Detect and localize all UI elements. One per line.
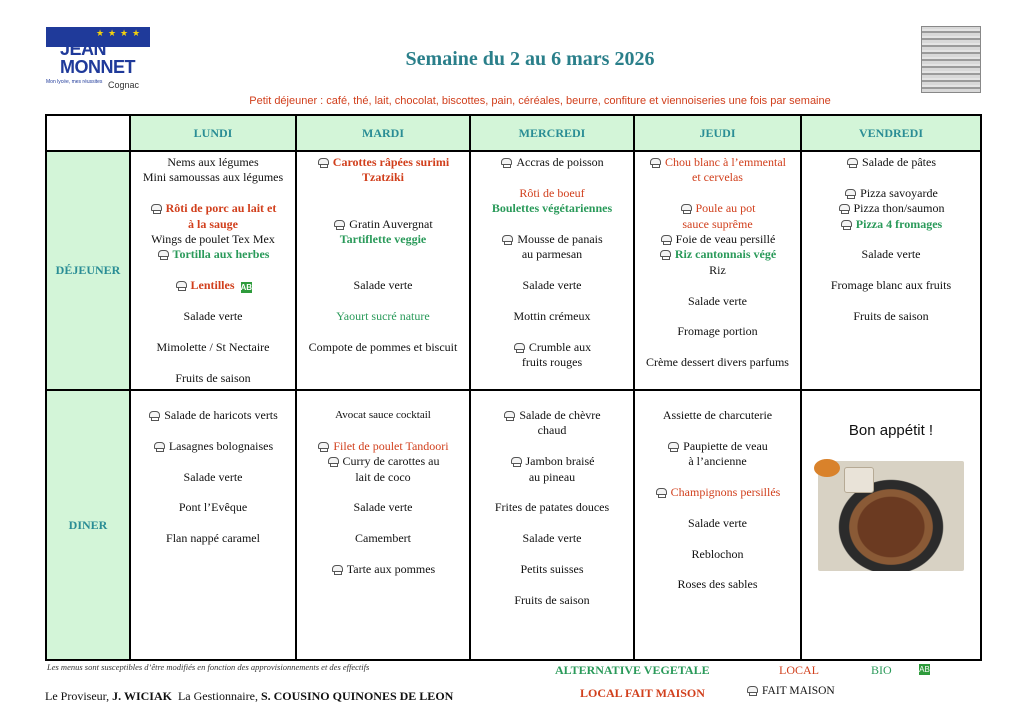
menu-item-label: Pizza 4 fromages — [855, 216, 943, 231]
menu-item-label: Jambon braisé — [525, 454, 595, 469]
chef-hat-icon — [846, 158, 858, 167]
menu-item-label: Frites de patates douces — [494, 500, 610, 515]
menu-item — [635, 485, 800, 500]
menu-item — [297, 217, 469, 232]
menu-item — [802, 278, 980, 293]
menu-item — [297, 408, 469, 423]
menu-item — [802, 201, 980, 216]
menu-item-label: Flan nappé caramel — [166, 531, 260, 546]
menu-item — [297, 500, 469, 515]
menu-item — [471, 355, 633, 370]
menu-item — [297, 155, 469, 170]
menu-item — [297, 562, 469, 577]
menu-item — [802, 309, 980, 324]
menu-item — [471, 454, 633, 469]
menu-item-label: Poule au pot — [695, 201, 756, 216]
chef-hat-icon — [680, 204, 692, 213]
chef-hat-icon — [153, 442, 165, 451]
gestionnaire-label: La Gestionnaire, — [177, 689, 258, 703]
menu-item — [131, 408, 295, 423]
menu-item-label: Roses des sables — [677, 577, 758, 592]
menu-item — [131, 439, 295, 454]
menu-cell — [470, 390, 634, 660]
menu-item — [131, 531, 295, 546]
menu-item-label: Salade de haricots verts — [164, 408, 278, 422]
menu-item — [802, 155, 980, 170]
menu-item-label: Crème dessert divers parfums — [646, 355, 789, 370]
menu-item-label: Pizza savoyarde — [860, 185, 938, 200]
chef-hat-icon — [746, 686, 758, 695]
menu-item — [635, 516, 800, 531]
chef-hat-icon — [667, 442, 679, 451]
menu-table — [45, 114, 980, 657]
legend-local-fait-maison: LOCAL FAIT MAISON — [580, 686, 705, 700]
breakfast-info: Petit déjeuner : café, thé, lait, chocolat, biscottes, pain, céréales, beurre, confiture et viennoiseries une fois par semaine — [249, 95, 831, 107]
menu-item — [635, 155, 800, 170]
menu-item — [297, 340, 469, 355]
menu-item-label: Salade verte — [353, 500, 413, 515]
chef-hat-icon — [659, 250, 671, 259]
menu-item-label: Lasagnes bolognaises — [168, 438, 274, 453]
menu-item — [297, 278, 469, 293]
dish-photo — [818, 461, 964, 571]
menu-item — [131, 309, 295, 324]
menu-item-label: Salade de chèvre — [519, 408, 601, 422]
chef-hat-icon — [148, 411, 160, 420]
menu-item — [471, 470, 633, 485]
menu-item — [471, 201, 633, 216]
menu-item-label: Tortilla aux herbes — [172, 247, 270, 262]
menu-item — [131, 371, 295, 386]
menu-item — [471, 340, 633, 355]
bio-label-icon: AB — [240, 283, 253, 293]
word-cloud-image — [921, 26, 981, 93]
menu-item-label: Salade verte — [522, 278, 582, 293]
menu-item-label: Pont l’Evêque — [178, 500, 248, 515]
menu-item — [471, 309, 633, 324]
menu-item — [297, 170, 469, 185]
menu-item-label: Wings de poulet Tex Mex — [151, 232, 275, 247]
row-label-dejeuner: DÉJEUNER — [46, 151, 130, 390]
menu-item — [131, 170, 295, 185]
menu-item — [131, 201, 295, 216]
menu-item — [131, 232, 295, 247]
menu-item-label: à l’ancienne — [688, 454, 747, 469]
menu-item — [635, 454, 800, 469]
menu-item — [635, 408, 800, 423]
menu-item — [471, 186, 633, 201]
menu-item-label: Salade verte — [688, 293, 747, 308]
menu-item-label: Chou blanc à l’emmental — [665, 155, 786, 169]
menu-item-label: Salade verte — [688, 515, 747, 530]
menu-item-label: Paupiette de veau — [683, 438, 768, 453]
corner-cell — [46, 115, 130, 151]
menu-cell — [634, 390, 801, 660]
friday-dinner-cell — [801, 390, 981, 660]
menu-item — [635, 201, 800, 216]
menu-item — [471, 155, 633, 170]
chef-hat-icon — [510, 457, 522, 466]
menu-item — [131, 500, 295, 515]
menu-item — [297, 232, 469, 247]
menu-item-label: Fruits de saison — [175, 370, 251, 385]
menu-cell — [470, 151, 634, 390]
menu-item — [471, 562, 633, 577]
gestionnaire-name: S. COUSINO QUINONES DE LEON — [260, 689, 454, 703]
menu-item — [471, 232, 633, 247]
menu-item-label: Fruits de saison — [514, 592, 590, 607]
menu-item-label: Mottin crémeux — [513, 309, 591, 323]
menu-item-label: au pineau — [528, 469, 576, 484]
page-title: Semaine du 2 au 6 mars 2026 — [405, 48, 655, 70]
menu-item — [802, 217, 980, 232]
day-header: MARDI — [296, 115, 470, 151]
menu-item — [297, 454, 469, 469]
logo-line2: MONNET — [60, 57, 135, 77]
menu-item-label: Boulettes végétariennes — [491, 201, 613, 216]
menu-item-label: Avocat sauce cocktail — [335, 409, 431, 421]
chef-hat-icon — [840, 220, 852, 229]
menu-item-label: Salade verte — [183, 469, 243, 484]
menu-item-label: Yaourt sucré nature — [336, 309, 430, 324]
day-header: LUNDI — [130, 115, 296, 151]
menu-item-label: Gratin Auvergnat — [349, 216, 433, 231]
menu-item-label: chaud — [537, 423, 567, 438]
chef-hat-icon — [150, 204, 162, 213]
menu-item — [635, 324, 800, 339]
chef-hat-icon — [331, 565, 343, 574]
day-header: JEUDI — [634, 115, 801, 151]
menu-item — [471, 408, 633, 423]
legend-local: LOCAL — [779, 663, 819, 677]
menu-item — [297, 439, 469, 454]
menu-item — [131, 247, 295, 262]
menu-cell — [801, 151, 981, 390]
menu-item — [635, 547, 800, 562]
menu-cell — [130, 151, 296, 390]
legend-bio: BIO — [871, 663, 892, 677]
chef-hat-icon — [513, 343, 525, 352]
chef-hat-icon — [317, 442, 329, 451]
menu-item — [471, 531, 633, 546]
menu-item-label: Mousse de panais — [517, 232, 603, 246]
menu-item-label: Tzatziki — [362, 170, 404, 185]
menu-item — [297, 531, 469, 546]
menu-item-label: Assiette de charcuterie — [662, 408, 773, 422]
menu-item — [131, 278, 295, 293]
signatures — [45, 689, 453, 704]
menu-item-label: à la sauge — [187, 216, 238, 231]
menu-item-label: Crumble aux — [528, 339, 592, 354]
chef-hat-icon — [844, 189, 856, 198]
chef-hat-icon — [317, 158, 329, 167]
menu-item-label: Fromage blanc aux fruits — [830, 278, 952, 293]
menu-item-label: et cervelas — [692, 170, 743, 185]
menu-item-label: Fruits de saison — [853, 309, 929, 323]
day-header: VENDREDI — [801, 115, 981, 151]
bio-label-icon: AB — [919, 665, 930, 674]
menu-item-label: Mimolette / St Nectaire — [156, 339, 270, 354]
menu-item-label: Nems aux légumes — [167, 155, 259, 169]
proviseur-label: Le Proviseur, — [45, 689, 110, 703]
logo-city: Cognac — [108, 80, 140, 90]
menu-item-label: Lentilles — [190, 278, 235, 293]
chef-hat-icon — [500, 158, 512, 167]
menu-item-label: Champignons persillés — [670, 485, 781, 499]
chef-hat-icon — [838, 204, 850, 213]
menu-cell — [634, 151, 801, 390]
menu-item — [635, 294, 800, 309]
menu-item-label: Tartiflette veggie — [339, 232, 427, 247]
menu-item-label: Salade verte — [861, 247, 921, 262]
europe-flag-icon: ★ ★ ★ ★ — [46, 27, 150, 47]
menu-cell — [296, 151, 470, 390]
menu-item-label: Compote de pommes et biscuit — [308, 339, 458, 354]
menu-item-label: Curry de carottes au — [342, 454, 440, 469]
chef-hat-icon — [501, 235, 513, 244]
pumpkin-decor — [814, 459, 840, 477]
menu-item-label: Foie de veau persillé — [675, 232, 776, 247]
menu-item-label: Filet de poulet Tandoori — [333, 438, 449, 453]
chef-hat-icon — [333, 220, 345, 229]
menu-item-label: Camembert — [355, 531, 411, 546]
menu-item-label: fruits rouges — [521, 355, 583, 370]
menu-cell — [296, 390, 470, 660]
menu-item-label: Mini samoussas aux légumes — [142, 170, 284, 185]
menu-item-label: lait de coco — [355, 469, 411, 484]
menu-item — [802, 186, 980, 201]
chef-hat-icon — [175, 281, 187, 290]
menu-item — [131, 155, 295, 170]
chef-hat-icon — [327, 457, 339, 466]
menu-item-label: Fromage portion — [677, 324, 758, 339]
menu-item — [297, 470, 469, 485]
menu-item — [635, 247, 800, 262]
menu-item — [471, 247, 633, 262]
menu-item-label: Riz — [709, 262, 726, 277]
logo-line1: JEAN — [60, 39, 107, 59]
day-header: MERCREDI — [470, 115, 634, 151]
proviseur-name: J. WICIAK — [112, 689, 172, 703]
legend-fait-maison — [746, 685, 835, 697]
menu-item-label: Salade verte — [522, 531, 582, 546]
menu-item — [471, 500, 633, 515]
menu-item-label: Riz cantonnais végé — [674, 247, 777, 262]
menu-item — [635, 439, 800, 454]
menu-item-label: Salade de pâtes — [862, 155, 936, 169]
menu-item — [471, 278, 633, 293]
menu-item-label: Rôti de porc au lait et — [165, 201, 277, 216]
legend-alternative-vegetale: ALTERNATIVE VEGETALE — [555, 663, 710, 677]
menu-item-label: sauce suprême — [682, 216, 753, 231]
menu-item — [131, 340, 295, 355]
menu-item — [802, 247, 980, 262]
chef-hat-icon — [649, 158, 661, 167]
legend-fait-maison-label: FAIT MAISON — [762, 685, 835, 697]
bon-appetit-message: Bon appétit ! — [848, 422, 934, 439]
menu-item-label: au parmesan — [521, 247, 583, 262]
menu-item — [635, 170, 800, 185]
menu-item-label: Salade verte — [183, 309, 243, 324]
logo-tagline: Mon lycée, mes réussites — [46, 79, 103, 85]
menu-item — [131, 470, 295, 485]
menu-item — [635, 577, 800, 592]
chef-hat-icon — [157, 250, 169, 259]
menu-item-label: Petits suisses — [520, 562, 584, 576]
menu-item-label: Accras de poisson — [516, 155, 604, 169]
chef-hat-icon — [660, 235, 672, 244]
menu-item-label: Pizza thon/saumon — [853, 201, 945, 216]
menu-item-label: Carottes râpées surimi — [332, 155, 450, 169]
menu-item — [471, 593, 633, 608]
menu-item — [635, 232, 800, 247]
menu-item — [635, 355, 800, 370]
school-logo — [44, 27, 154, 93]
menu-item — [471, 423, 633, 438]
disclaimer-note: Les menus sont susceptibles d’être modifiés en fonction des approvisionnements et des effectifs — [47, 662, 370, 672]
menu-item — [635, 217, 800, 232]
chef-hat-icon — [655, 488, 667, 497]
row-label-diner: DINER — [46, 390, 130, 660]
menu-item — [635, 263, 800, 278]
menu-item-label: Reblochon — [691, 546, 744, 561]
chef-hat-icon — [503, 411, 515, 420]
glass-decor — [844, 467, 874, 493]
menu-item-label: Rôti de boeuf — [519, 185, 585, 200]
menu-cell — [130, 390, 296, 660]
menu-item-label: Salade verte — [353, 278, 413, 293]
menu-item — [297, 309, 469, 324]
menu-item-label: Tarte aux pommes — [346, 562, 436, 576]
menu-item — [131, 217, 295, 232]
